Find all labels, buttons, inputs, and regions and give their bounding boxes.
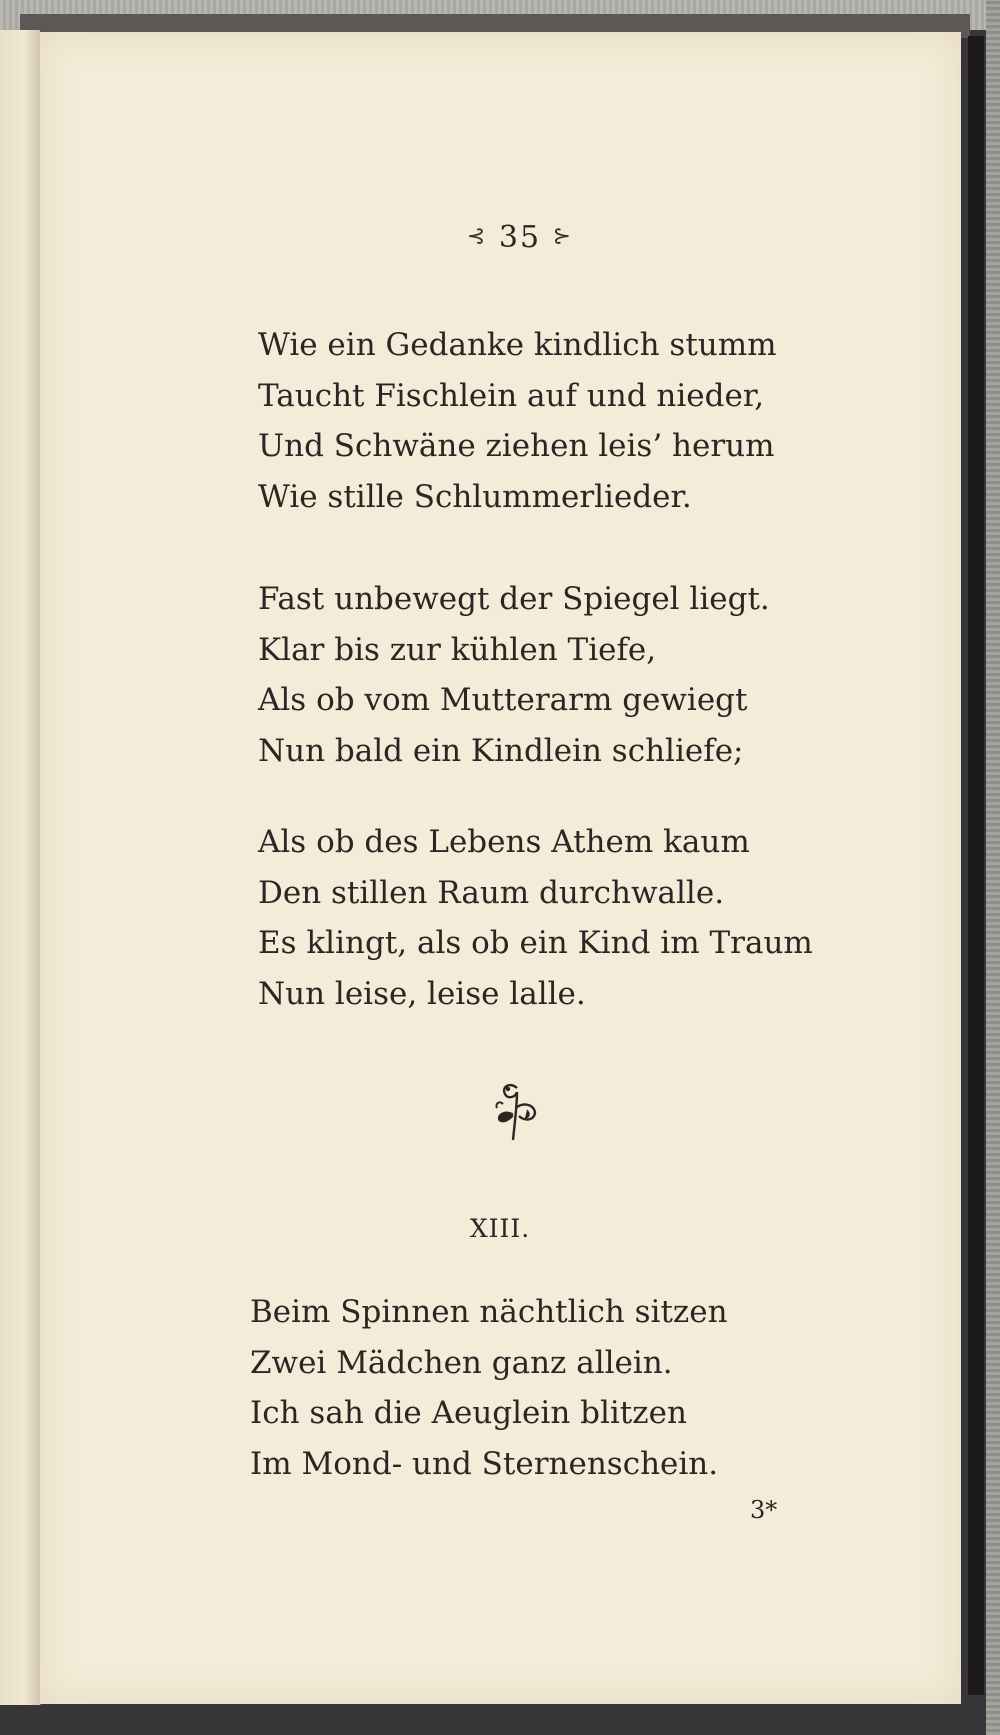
stanza-2 — [258, 574, 770, 776]
book-cover-right — [968, 36, 984, 1695]
section-number: XIII. — [469, 1214, 531, 1243]
page-stack-left — [0, 30, 42, 1705]
verse-line: Wie stille Schlummerlieder. — [258, 478, 692, 515]
verse-line: Als ob des Lebens Athem kaum — [258, 824, 750, 860]
verse-line: Es klingt, als ob ein Kind im Traum — [258, 925, 813, 961]
page-header — [410, 220, 630, 255]
ornament-right-icon: ⊱ — [552, 224, 574, 249]
verse-line: Nun leise, leise lalle. — [258, 975, 586, 1012]
verse-line: Als ob vom Mutterarm gewiegt — [258, 682, 748, 718]
signature-mark: 3* — [750, 1496, 778, 1524]
cloth-background-right — [986, 0, 1000, 1735]
verse-line: Den stillen Raum durchwalle. — [258, 874, 725, 911]
stanza-3 — [258, 817, 813, 1019]
verse-line: Im Mond- und Sternenschein. — [250, 1445, 719, 1482]
verse-line: Nun bald ein Kindlein schliefe; — [258, 732, 744, 769]
stanza-1 — [258, 320, 777, 522]
next-poem-stanza — [250, 1287, 728, 1489]
verse-line: Wie ein Gedanke kindlich stumm — [258, 327, 777, 363]
verse-line: Klar bis zur kühlen Tiefe, — [258, 631, 657, 668]
ornament-left-icon: ⊰ — [466, 224, 488, 249]
verse-line: Fast unbewegt der Spiegel liegt. — [258, 581, 770, 617]
floral-fleuron-icon — [487, 1080, 547, 1152]
verse-line: Ich sah die Aeuglein blitzen — [250, 1395, 687, 1431]
verse-line: Beim Spinnen nächtlich sitzen — [250, 1294, 728, 1330]
verse-line: Und Schwäne ziehen leis’ herum — [258, 428, 775, 464]
book-page — [40, 32, 961, 1704]
page-number: 35 — [498, 220, 542, 255]
verse-line: Zwei Mädchen ganz allein. — [250, 1344, 673, 1381]
verse-line: Taucht Fischlein auf und nieder, — [258, 377, 765, 414]
